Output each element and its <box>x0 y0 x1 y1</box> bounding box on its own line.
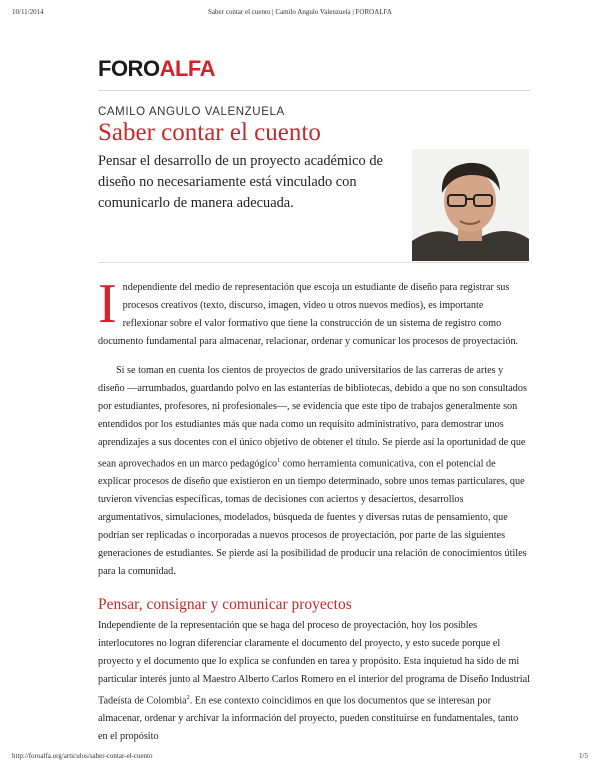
article-title: Saber contar el cuento <box>98 119 321 146</box>
author-name[interactable]: CAMILO ANGULO VALENZUELA <box>98 106 285 118</box>
drop-cap: I <box>98 273 117 335</box>
paragraph-1-text: ndependiente del medio de representación que escoja un estudiante de diseño para registrar sus procesos creativos (texto, discurso, imagen, video u otros nuevos medios), es importante reflexionar sobre el valor formativo que tiene la construcción de un sistema de registro como documento fundamental para almacenar, relacionar, ordenar y comunicar los procesos de proyectación. <box>98 282 519 347</box>
paragraph-3 <box>98 617 530 746</box>
paragraph-3-text-a: Independiente de la representación que se haga del proceso de proyectación, hoy los posibles interlocutores no logran diferenciar claramente el documento del proyecto, y esto sucede porque el proyecto y el documento que lo explica se confunden en tarea y propósito. Esta inquietud ha sido de mi particular interés junto al Maestro Alberto Carlos Romero en el interior del programa de Diseño Industrial Tadeísta de Colombia <box>98 620 530 707</box>
footnote-ref-1[interactable]: 1 <box>277 458 281 464</box>
foroalfa-logo[interactable] <box>98 56 215 82</box>
author-photo <box>412 149 529 261</box>
section-heading: Pensar, consignar y comunicar proyectos <box>98 596 352 613</box>
print-date: 10/11/2014 <box>12 8 44 16</box>
author-portrait-icon <box>412 149 529 261</box>
article-summary: Pensar el desarrollo de un proyecto académico de diseño no necesariamente está vinculado con comunicarlo de manera adecuada. <box>98 153 383 211</box>
page-url[interactable]: http://foroalfa.org/articulos/saber-contar-el-cuento <box>12 752 153 760</box>
logo-part-alfa: ALFA <box>159 56 216 81</box>
footnote-ref-2[interactable]: 2 <box>186 695 190 701</box>
paragraph-2-text-b: como herramienta comunicativa, con el potencial de explicar procesos de diseño que existieron en un tiempo determinado, sobre unos temas particulares, que tuvieron vivencias específicas, tomas de decisiones con aciertos y desaciertos, desarrollos argumentativos, simulaciones, modelados, búsqueda de fuentes y diversas rutas de pensamiento, que podrían ser replicadas o incorporadas a nuevos procesos de proyectación, por parte de las siguientes generaciones de estudiantes. Se pierde así la posibilidad de producir una relación de conocimientos útiles para la comunidad. <box>98 458 527 578</box>
page-number: 1/5 <box>579 752 588 760</box>
paragraph-3-text-b: . En ese contexto coincidimos en que los documentos que se interesan por almacenar, ordenar y archivar la información del proyecto, pueden constituirse en fundamentales, tanto en el propósito <box>98 695 519 743</box>
paragraph-1 <box>98 273 530 351</box>
paragraph-2 <box>98 362 530 581</box>
logo-divider <box>98 90 530 91</box>
intro-divider <box>98 262 530 263</box>
paragraph-2-text-a: Si se toman en cuenta los cientos de proyectos de grado universitarios de las carreras de artes y diseño —arrumbados, guardando polvo en las estanterías de bibliotecas, debido a que no son consultados por estudiantes, profesores, ni profesionales—, se evidencia que este tipo de trabajos generalmente son entendidos por los estudiantes más que nada como un requisito administrativo, para demostrar unos aprendizajes a sus docentes con el único objetivo de obtener el título. Se pierde así la oportunidad de que sean aprovechados en un marco pedagógico <box>98 365 527 470</box>
logo-part-foro: FORO <box>98 56 160 81</box>
print-title: Saber contar el cuento | Camilo Angulo Valenzuela | FOROALFA <box>208 8 392 16</box>
